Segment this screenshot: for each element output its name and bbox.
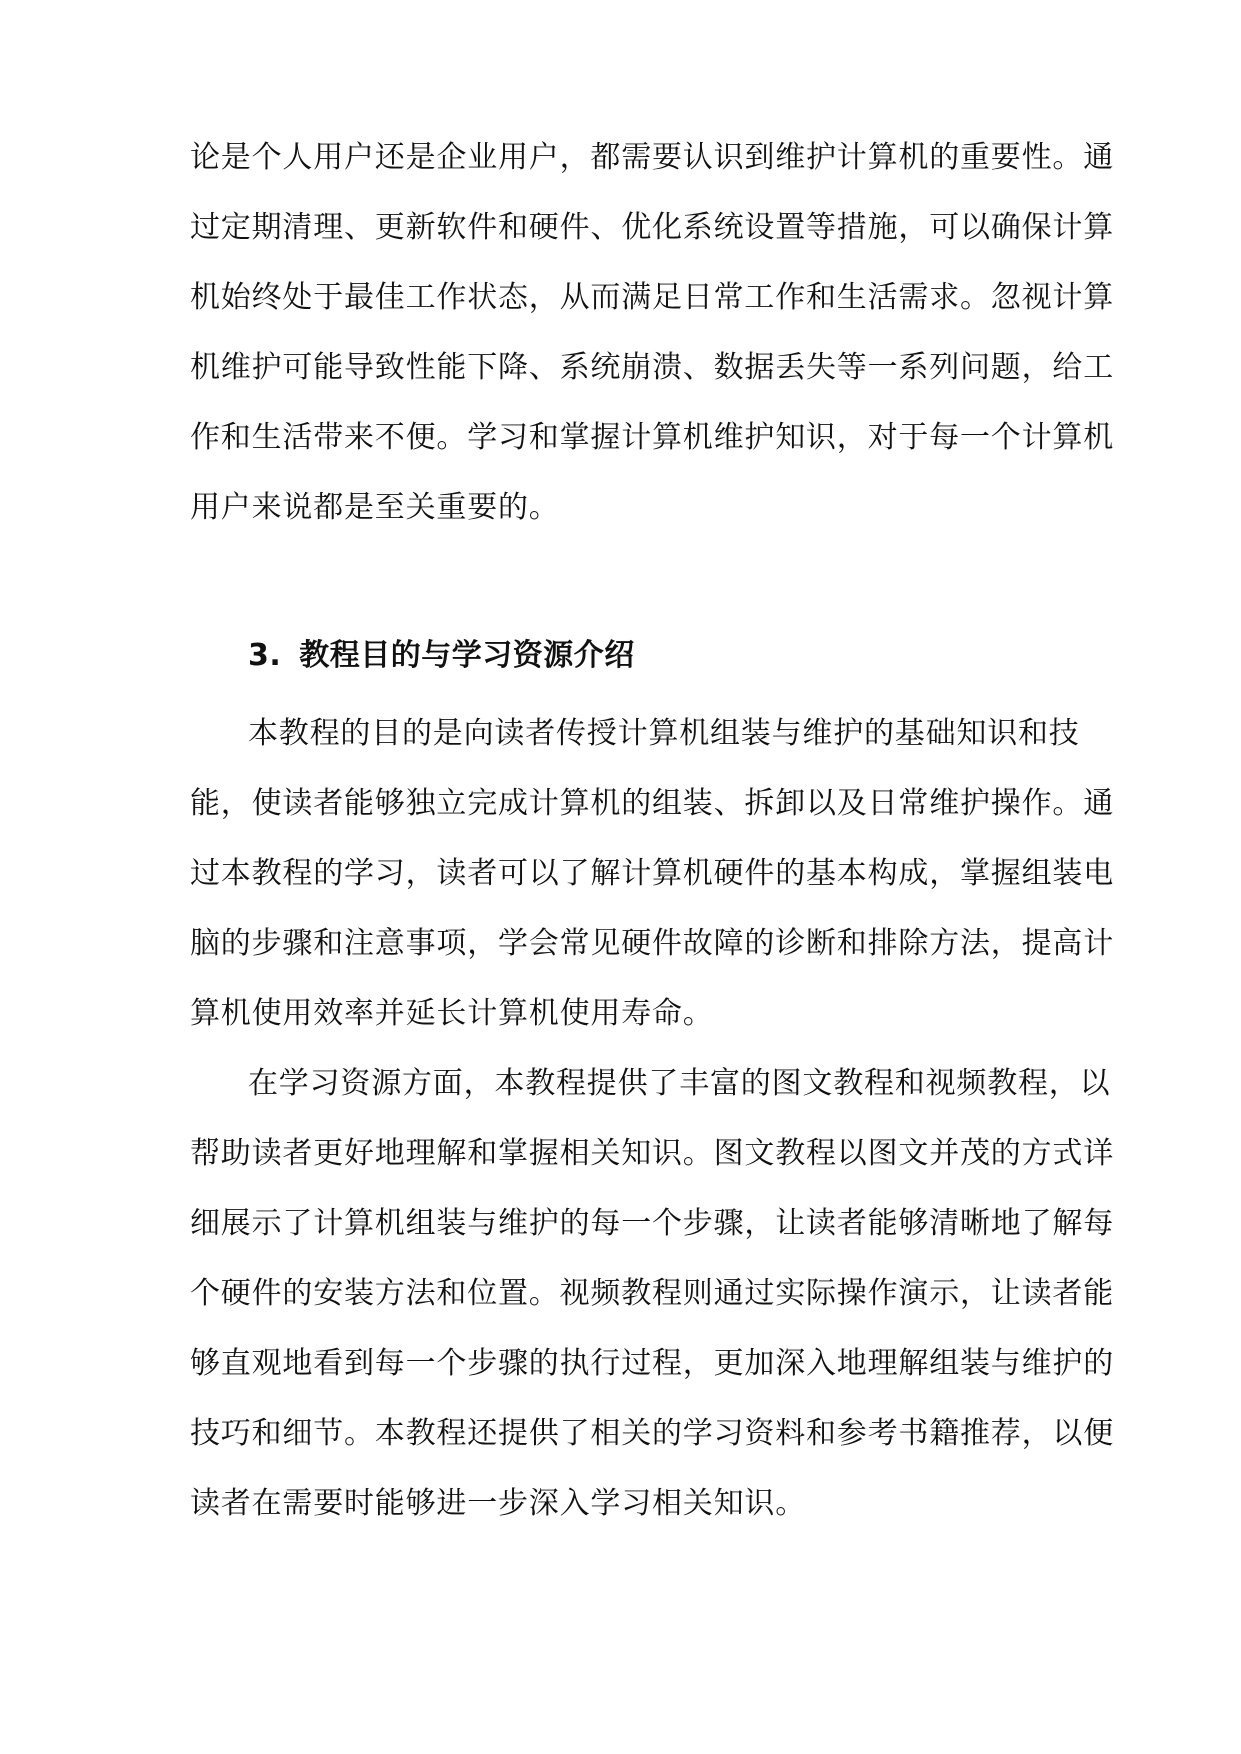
- paragraph-3-line-1: 在学习资源方面，本教程提供了丰富的图文教程和视频教程，以: [248, 1066, 1111, 1101]
- paragraph-3-line-6: 技巧和细节。本教程还提供了相关的学习资料和参考书籍推荐，以便: [190, 1416, 1114, 1451]
- section-title: 教程目的与学习资源介绍: [299, 638, 635, 673]
- paragraph-1-line-5: 作和生活带来不便。学习和掌握计算机维护知识，对于每一个计算机: [190, 420, 1114, 455]
- paragraph-3-line-7: 读者在需要时能够进一步深入学习相关知识。: [190, 1486, 806, 1521]
- paragraph-2-line-2: 能，使读者能够独立完成计算机的组装、拆卸以及日常维护操作。通: [190, 786, 1114, 821]
- paragraph-2-line-1: 本教程的目的是向读者传授计算机组装与维护的基础知识和技: [248, 716, 1080, 751]
- paragraph-1-line-3: 机始终处于最佳工作状态，从而满足日常工作和生活需求。忽视计算: [190, 280, 1114, 315]
- paragraph-3-line-2: 帮助读者更好地理解和掌握相关知识。图文教程以图文并茂的方式详: [190, 1136, 1114, 1171]
- paragraph-3-line-4: 个硬件的安装方法和位置。视频教程则通过实际操作演示，让读者能: [190, 1276, 1114, 1311]
- paragraph-2-line-5: 算机使用效率并延长计算机使用寿命。: [190, 996, 714, 1031]
- paragraph-3-line-3: 细展示了计算机组装与维护的每一个步骤，让读者能够清晰地了解每: [190, 1206, 1114, 1241]
- paragraph-1-line-6: 用户来说都是至关重要的。: [190, 490, 560, 525]
- paragraph-2-line-3: 过本教程的学习，读者可以了解计算机硬件的基本构成，掌握组装电: [190, 856, 1114, 891]
- paragraph-1-line-4: 机维护可能导致性能下降、系统崩溃、数据丢失等一系列问题，给工: [190, 350, 1114, 385]
- paragraph-2-line-4: 脑的步骤和注意事项，学会常见硬件故障的诊断和排除方法，提高计: [190, 926, 1114, 961]
- paragraph-1-line-1: 论是个人用户还是企业用户，都需要认识到维护计算机的重要性。通: [190, 140, 1114, 175]
- paragraph-1-line-2: 过定期清理、更新软件和硬件、优化系统设置等措施，可以确保计算: [190, 210, 1114, 245]
- section-heading: [248, 636, 635, 676]
- paragraph-3-line-5: 够直观地看到每一个步骤的执行过程，更加深入地理解组装与维护的: [190, 1346, 1114, 1381]
- section-number: 3.: [248, 638, 282, 673]
